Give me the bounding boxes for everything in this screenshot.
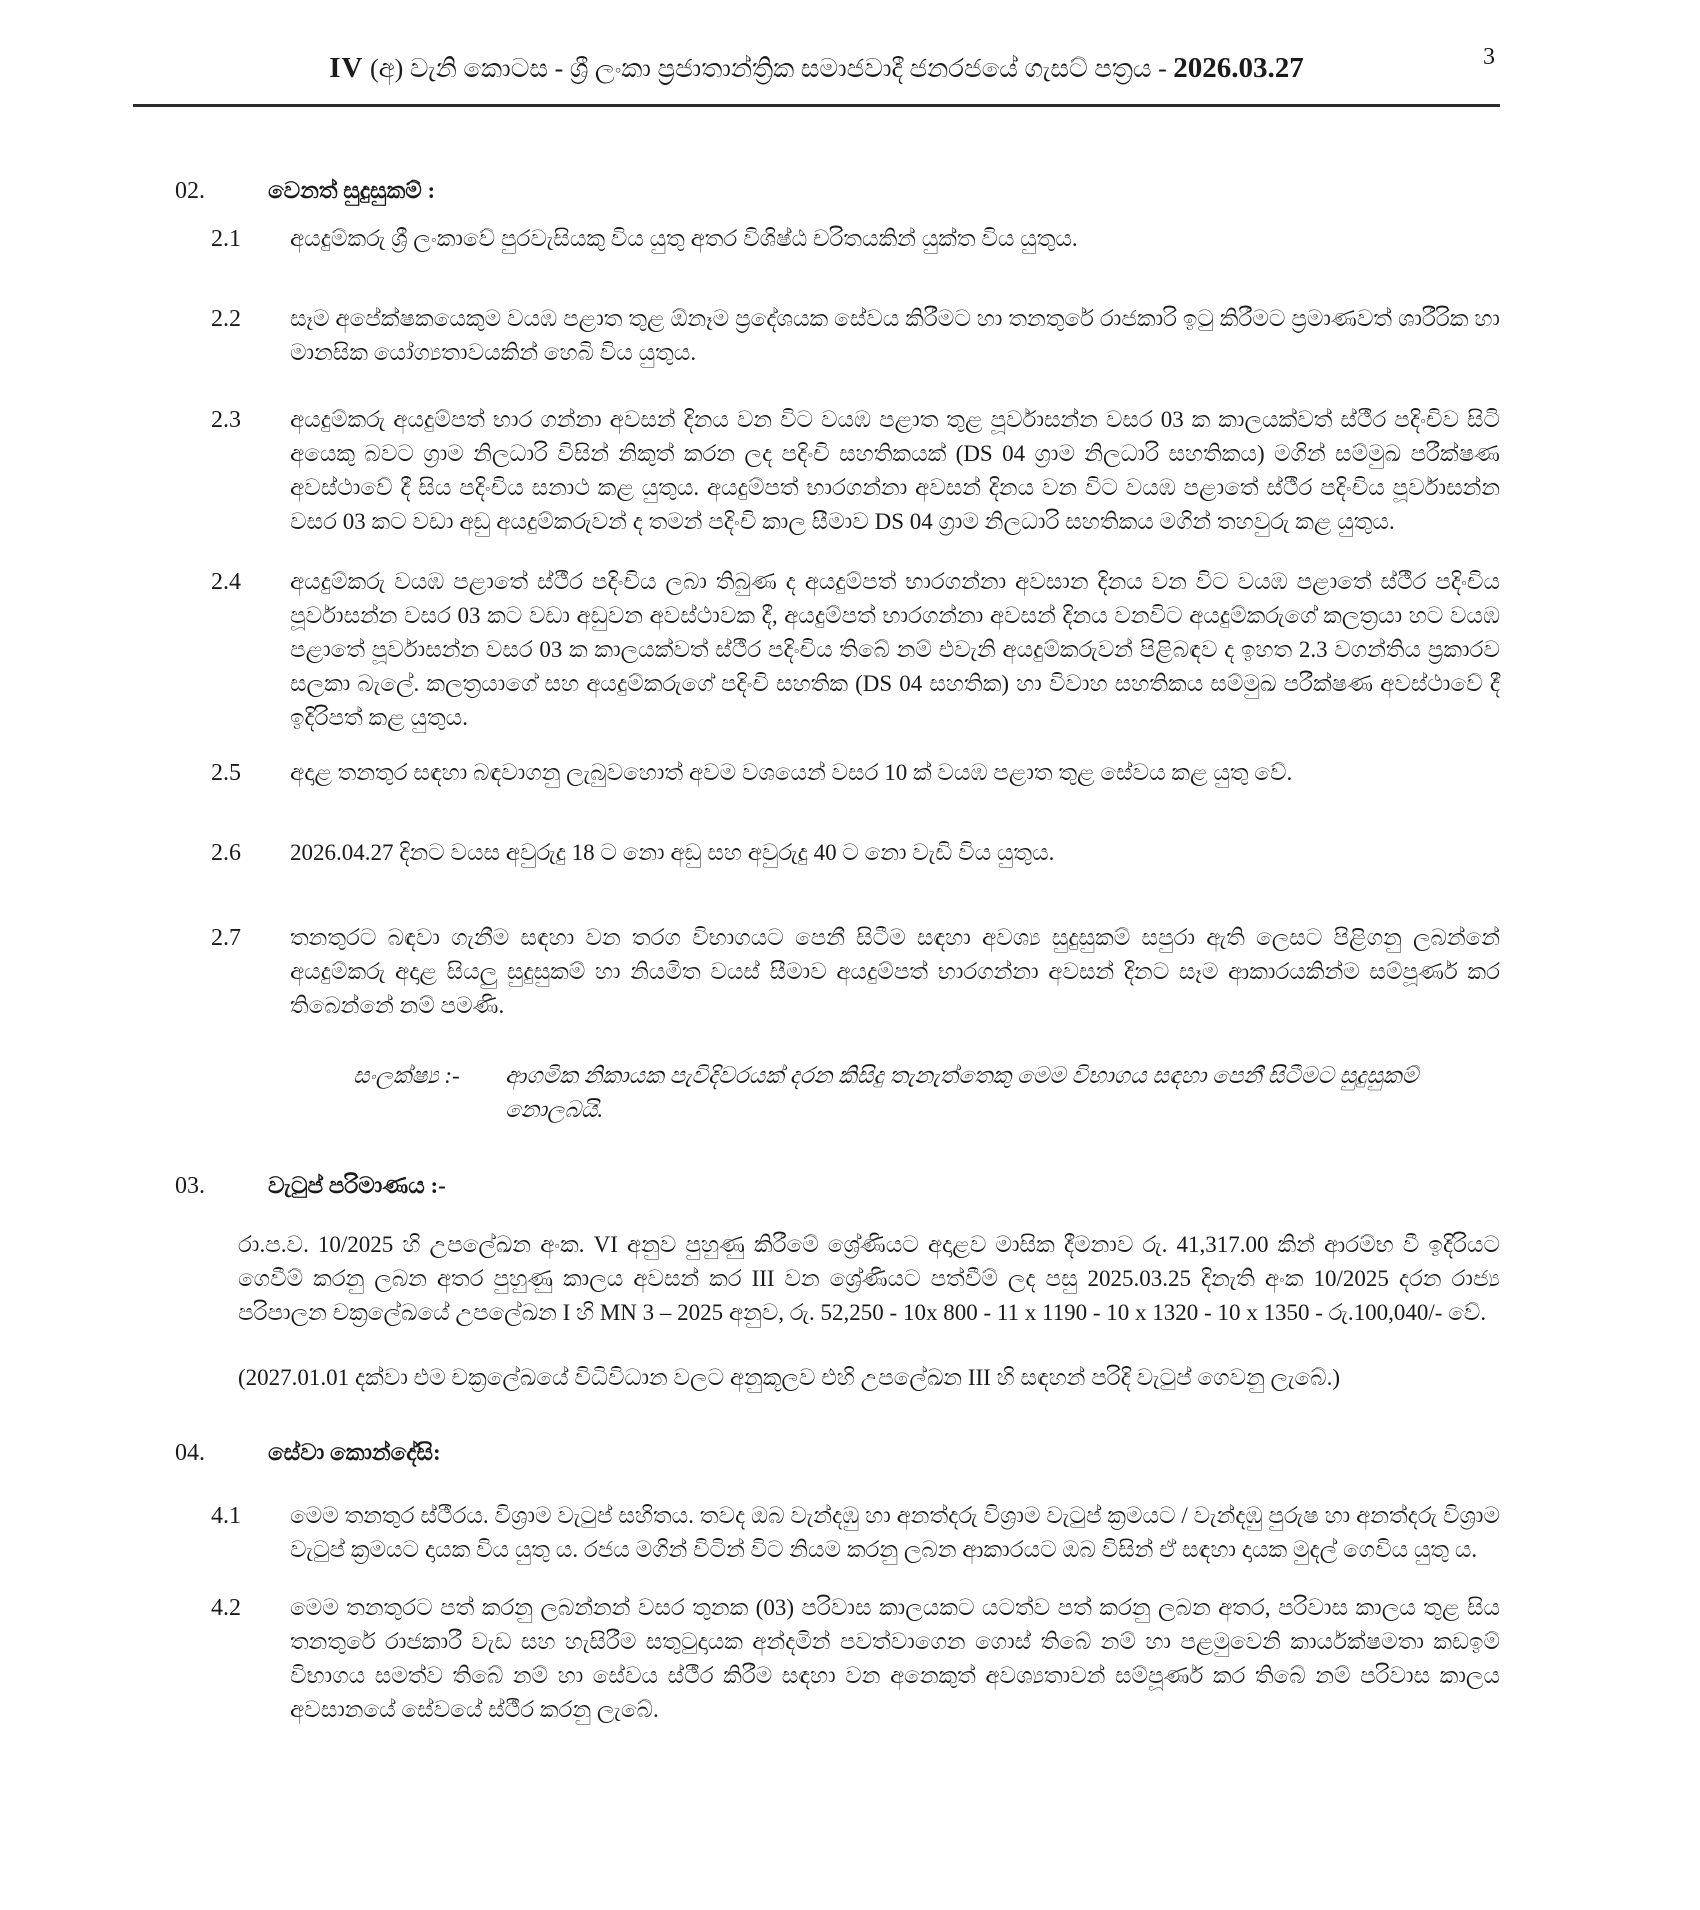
item-2-3	[211, 403, 1500, 539]
item-2-3-text: අයදුම්කරු අයදුම්පත් භාර ගන්නා අවසන් දිනය වන විට වයඹ පළාත තුළ පූර්වාසන්න වසර 03 ක කාලයක්වත් ස්ථීර පදිංචිව සිටි අයෙකු බවට ග්‍රාම නිලධාරි විසින් නිකුත් කරන ලද පදිංචි සහතිකයක් (DS 04 ග්‍රාම නිලධාරි සහතිකය) මගින් සම්මුඛ පරීක්ෂණ අවස්ථාවේ දී සිය පදිංචිය සනාථ කළ යුතුය. අයදුම්පත් භාරගන්නා අවසන් දිනය වන විට වයඹ පළාතේ ස්ථීර පදිංචිය පූර්වාසන්න වසර 03 කට වඩා අඩු අයදුම්කරුවන් ද තමන් පදිංචි කාල සීමාව DS 04 ග්‍රාම නිලධාරි සහතිකය මගින් තහවුරු කළ යුතුය.	[290, 407, 1500, 534]
item-4-1-number: 4.1	[211, 1503, 241, 1529]
item-2-2-number: 2.2	[211, 306, 241, 332]
section-04-title: සේවා කොන්දේසි:	[268, 1440, 441, 1465]
section-02-note	[353, 1059, 1440, 1127]
item-2-3-number: 2.3	[211, 407, 241, 433]
item-2-7-number: 2.7	[211, 925, 241, 951]
note-text: ආගමික නිකායක පැවිදිවරයක් දරන කිසිදු තැනැත්තෙකු මෙම විභාගය සඳහා පෙනී සිටීමට සුදුසුකම් නොලබයි.	[505, 1063, 1419, 1122]
item-4-2	[211, 1591, 1500, 1727]
item-2-5-text: අදාළ තනතුර සඳහා බඳවාගනු ලැබුවහොත් අවම වශයෙන් වසර 10 ක් වයඹ පළාත තුළ සේවය කළ යුතු වේ.	[290, 760, 1293, 785]
item-2-5-number: 2.5	[211, 760, 241, 786]
item-2-4	[211, 565, 1500, 735]
item-2-7	[211, 921, 1500, 1023]
item-4-2-text: මෙම තනතුරට පත් කරනු ලබන්නන් වසර තුනක (03) පරිවාස කාලයකට යටත්ව පත් කරනු ලබන අතර, පරිවාස කාලය තුළ සිය තනතුරේ රාජකාරී වැඩ සහ හැසිරීම සතුටුදායක අන්දමින් පවත්වාගෙන ගොස් තිබේ නම් හා පළමුවෙනි කාර්යක්ෂමතා කඩඉම් විභාගය සමත්ව තිබේ නම් හා සේවය ස්ථීර කිරීම සඳහා වන අනෙකුත් අවශ්‍යතාවන් සම්පූර්ණ කර තිබේ නම් පරිවාස කාලය අවසානයේ සේවයේ ස්ථීර කරනු ලැබේ.	[290, 1595, 1500, 1722]
item-4-1-text: මෙම තනතුර ස්ථීරය. විශ්‍රාම වැටුප් සහිතය. තවද ඔබ වැන්දඹු හා අනත්දරු විශ්‍රාම වැටුප් ක්‍රමයට / වැන්දඹු පුරුෂ හා අනත්දරු විශ්‍රාම වැටුප් ක්‍රමයට දායක විය යුතු ය. රජය මගින් විටින් විට නියම කරනු ලබන ආකාරයට ඔබ විසින් ඒ සඳහා දායක මුදල් ගෙවිය යුතු ය.	[290, 1503, 1500, 1562]
header-part-label: IV	[329, 52, 364, 84]
item-2-4-number: 2.4	[211, 569, 241, 595]
section-03-paragraph: රා.ප.ව. 10/2025 හි උපලේඛන අංක. VI අනුව පුහුණු කිරීමේ ශ්‍රේණියට අදාළව මාසික දීමනාව රු. 41,317.00 කින් ආරම්භ වී ඉදිරියට ගෙවීම් කරනු ලබන අතර පුහුණු කාලය අවසන් කර III වන ශ්‍රේණියට පත්වීම් ලද පසු 2025.03.25 දිනැති අංක 10/2025 දරන රාජ්‍ය පරිපාලන චක්‍රලේඛයේ උපලේඛන I හි MN 3 – 2025 අනුව, රු. 52,250 - 10x 800 - 11 x 1190 - 10 x 1320 - 10 x 1350 - රු.100,040/- වේ.	[238, 1232, 1500, 1325]
document-body	[0, 106, 1700, 1727]
section-03-note: (2027.01.01 දක්වා එම චක්‍රලේඛයේ විධිවිධාන වලට අනුකූලව එහි උපලේඛන III හි සඳහන් පරිදි වැටුප් ගෙවනු ලැබේ.)	[238, 1365, 1340, 1390]
section-03-heading	[175, 1169, 1500, 1203]
item-2-5	[211, 756, 1500, 790]
header-title	[133, 52, 1500, 85]
section-02-heading	[175, 174, 1500, 208]
section-02-number: 02.	[175, 178, 205, 204]
item-2-6	[211, 836, 1500, 870]
section-02-title: වෙනත් සුදුසුකම් :	[268, 178, 436, 203]
header-title-text: (අ) වැනි කොටස - ශ්‍රී ලංකා ප්‍රජාතාන්ත්‍රික සමාජවාදී ජනරජයේ ගැසට් පත්‍රය -	[369, 54, 1174, 83]
item-2-7-text: තනතුරට බඳවා ගැනීම සඳහා වන තරග විභාගයට පෙනී සිටීම සඳහා අවශ්‍ය සුදුසුකම් සපුරා ඇති ලෙසට පිළිගනු ලබන්නේ අයදුම්කරු අදාළ සියලු සුදුසුකම් හා නියමිත වයස් සීමාව අයදුම්පත් භාරගන්නා අවසන් දිනට සෑම ආකාරයකින්ම සම්පූර්ණ කර තිබෙන්නේ නම් පමණි.	[290, 925, 1500, 1018]
section-03-title: වැටුප් පරිමාණය :-	[268, 1173, 446, 1198]
header-date: 2026.03.27	[1173, 52, 1304, 84]
item-2-1-text: අයදුම්කරු ශ්‍රී ලංකාවේ පුරවැසියකු විය යුතු අතර විශිෂ්ඨ චරිතයකින් යුක්ත විය යුතුය.	[290, 226, 1078, 251]
header-rule	[133, 104, 1500, 107]
item-4-2-number: 4.2	[211, 1595, 241, 1621]
item-2-2	[211, 302, 1500, 370]
page-header	[0, 0, 1700, 106]
note-label: සංලක්ෂ්‍ය :-	[353, 1063, 460, 1088]
section-03-number: 03.	[175, 1173, 205, 1199]
page-number: 3	[1483, 44, 1495, 70]
item-2-6-number: 2.6	[211, 840, 241, 866]
section-04-heading	[175, 1436, 1500, 1470]
item-2-4-text: අයදුම්කරු වයඹ පළාතේ ස්ථීර පදිංචිය ලබා තිබුණ ද අයදුම්පත් භාරගන්නා අවසාන දිනය වන විට වයඹ පළාතේ ස්ථීර පදිංචිය පූර්වාසන්න වසර 03 කට වඩා අඩුවන අවස්ථාවක දී, අයදුම්පත් භාරගන්නා අවසන් දිනය වනවිට අයදුම්කරුගේ කලත්‍රයා හට වයඹ පළාතේ පූර්වාසන්න වසර 03 ක කාලයක්වත් ස්ථීර පදිංචිය තිබේ නම් එවැනි අයදුම්කරුවන් පිළිබඳව ද ඉහත 2.3 වගන්තිය ප්‍රකාරව සලකා බැලේ. කලත්‍රයාගේ සහ අයදුම්කරුගේ පදිංචි සහතික (DS 04 සහතික) හා විවාහ සහතිකය සම්මුඛ පරීක්ෂණ අවස්ථාවේ දී ඉදිරිපත් කළ යුතුය.	[290, 569, 1500, 730]
item-4-1	[211, 1499, 1500, 1567]
item-2-1	[211, 222, 1500, 256]
item-2-6-text: 2026.04.27 දිනට වයස අවුරුදු 18 ට නො අඩු සහ අවුරුදු 40 ට නො වැඩි විය යුතුය.	[290, 840, 1055, 865]
item-2-2-text: සෑම අපේක්ෂකයෙකුම වයඹ පළාත තුළ ඕනෑම ප්‍රදේශයක සේවය කිරීමට හා තනතුරේ රාජකාරි ඉටු කිරීමට ප්‍රමාණවත් ශාරීරික හා මානසික යෝග්‍යතාවයකින් හෙබි විය යුතුය.	[290, 306, 1500, 365]
section-04-number: 04.	[175, 1440, 205, 1466]
item-2-1-number: 2.1	[211, 226, 241, 252]
